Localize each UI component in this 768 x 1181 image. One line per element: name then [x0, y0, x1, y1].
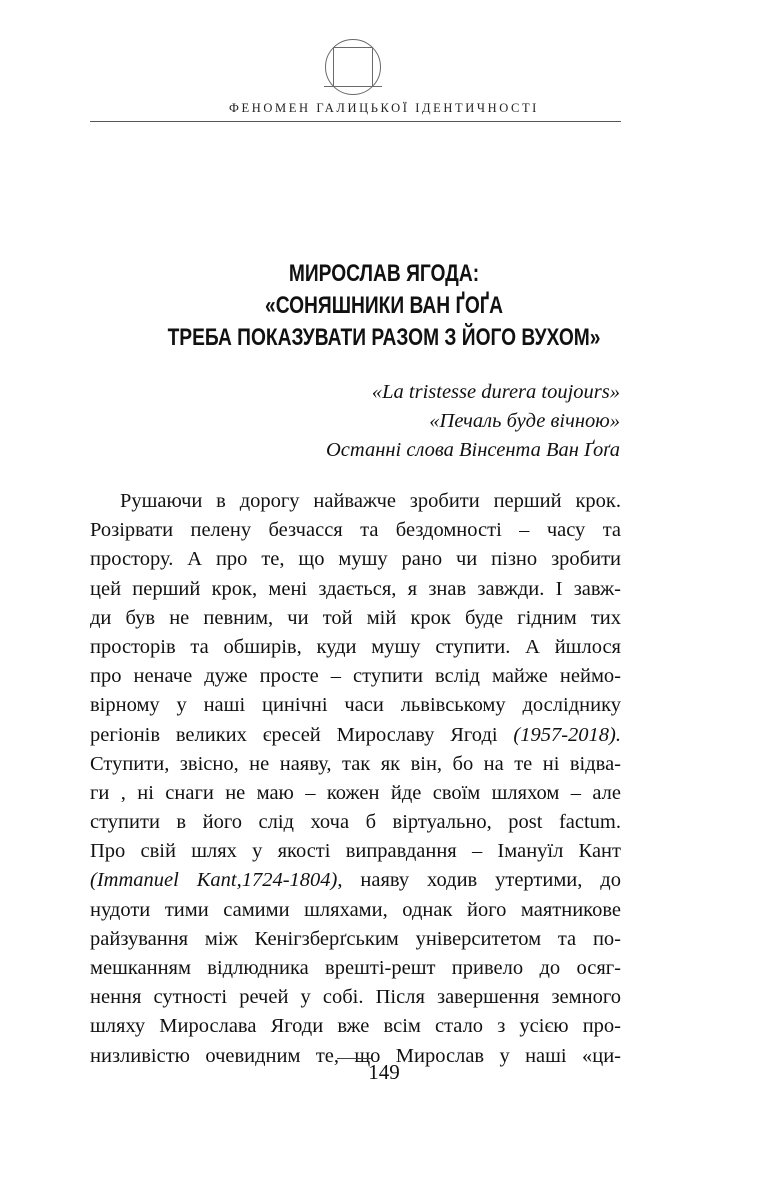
- text-line: Ступити, звісно, не наяву, так як він, бо на те ні відва-: [90, 752, 621, 775]
- epigraph: [326, 378, 620, 465]
- text-line: ги , ні снаги не маю – кожен йде своїм шляхом – але: [90, 781, 621, 804]
- text-line: низливістю очевидним те, що Мирослав у наші «ци-: [90, 1044, 621, 1067]
- text-line: Розірвати пелену безчасся та бездомності – часу та: [90, 519, 621, 542]
- text-line: мешканням відлюдника врешті-решт привело до осяг-: [90, 957, 621, 979]
- life-dates: (1957-2018).: [513, 723, 622, 746]
- text-line: нення сутності речей у собі. Після завершення земного: [90, 986, 621, 1009]
- epigraph-line-1: «La tristesse durera toujours»: [371, 381, 620, 403]
- text-line: вірному у наші цинічні часи львівському досліднику: [90, 694, 621, 717]
- title-line-2: «СОНЯШНИКИ ВАН ҐОҐА: [265, 292, 503, 319]
- body-paragraph: [90, 487, 621, 1071]
- text-line: Про свій шлях у якості виправдання – Імануїл Кант: [90, 840, 621, 863]
- footer-rule: [337, 1058, 371, 1059]
- text-line: про неначе дуже просте – ступити вслід майже неймо-: [90, 665, 621, 688]
- text-line: райзування між Кенігзберґським університетом та по-: [90, 927, 621, 950]
- text-line: просторів та обширів, куди мушу ступити. А йшлося: [90, 635, 621, 658]
- epigraph-line-2: «Печаль буде вічною»: [429, 410, 620, 432]
- epigraph-attribution: Останні слова Вінсента Ван Ґоґа: [326, 439, 620, 461]
- text-segment: , наяву ходив утертими, до: [337, 869, 621, 892]
- text-line: [90, 866, 621, 895]
- running-head-title: ФЕНОМЕН ГАЛИЦЬКОЇ ІДЕНТИЧНОСТІ: [229, 101, 539, 115]
- text-line: простору. А про те, що мушу рано чи пізно зробити: [90, 548, 621, 571]
- page-number: 149: [368, 1060, 400, 1084]
- title-line-1: МИРОСЛАВ ЯГОДА:: [288, 260, 480, 287]
- chapter-title: [90, 258, 678, 354]
- header-rule: [90, 121, 621, 122]
- text-line: нудоти тими самими шляхами, однак його маятникове: [90, 898, 621, 921]
- text-line: ди був не певним, чи той мій крок буде гідним тих: [90, 606, 621, 629]
- text-line: Рушаючи в дорогу найважче зробити перший крок.: [120, 490, 621, 512]
- kant-name-dates: (Immanuel Kant,1724-1804): [90, 869, 338, 892]
- text-segment: регіонів великих єресей Мирославу Ягоді: [90, 723, 498, 746]
- title-line-3: ТРЕБА ПОКАЗУВАТИ РАЗОМ З ЙОГО ВУХОМ»: [167, 324, 601, 351]
- text-line: цей перший крок, мені здається, я знав завжди. І завж-: [90, 577, 621, 600]
- text-line: [90, 721, 621, 750]
- text-line: ступити в його слід хоча б віртуально, post factum.: [90, 811, 621, 834]
- text-line: шляху Мирослава Ягоди вже всім стало з усією про-: [90, 1015, 621, 1038]
- circle-square-logo-icon: [324, 38, 382, 96]
